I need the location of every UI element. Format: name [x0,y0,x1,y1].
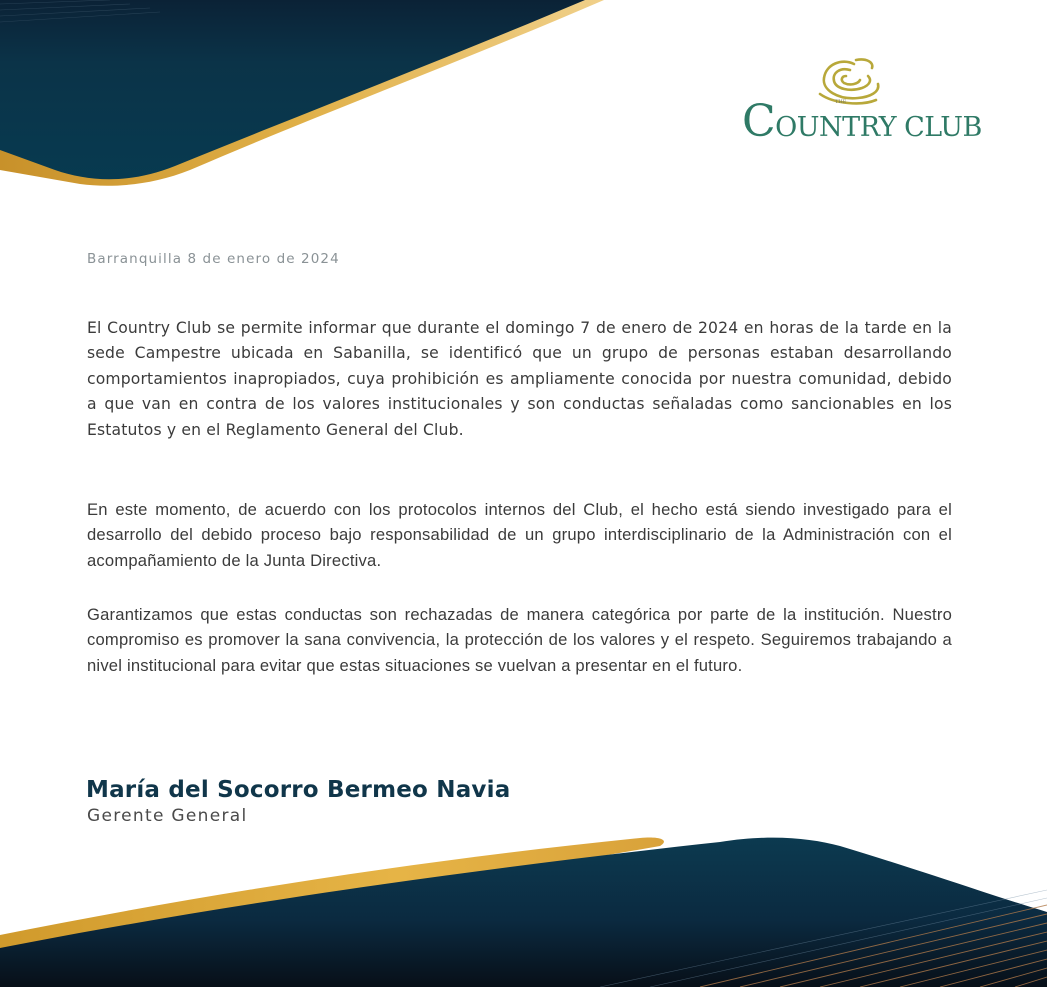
signatory-title: Gerente General [87,806,248,826]
logo-the-text: THE [835,99,847,105]
paragraph-1: El Country Club se permite informar que durante el domingo 7 de enero de 2024 en horas de la tarde en la sede Campestre ubicada en Sabanilla, se identificó que un grupo de personas estaban desarrollando comportamientos inapropiados, cuya prohibición es ampliamente conocida por nuestra comunidad, debido a que van en contra de los valores institucionales y son conductas señaladas como sancionables en los Estatutos y en el Reglamento General del Club. [87,319,952,439]
place-date: Barranquilla 8 de enero de 2024 [87,251,340,267]
bottom-gold-stripe [0,837,664,960]
logo-name-rest: OUNTRY CLUB [775,112,982,143]
paragraph-3: Garantizamos que estas conductas son rechazadas de manera categórica por parte de la institución. Nuestro compromiso es promover la sana convivencia, la protección de los valores y el respeto. Seguiremos trabajando a nivel institucional para evitar que estas situaciones se vuelvan a presentar en el futuro. [87,605,952,675]
logo-first-letter: C [742,96,776,147]
bottom-navy-band [0,838,1047,987]
signatory-name: María del Socorro Bermeo Navia [86,777,511,803]
logo-wordmark [742,96,982,150]
country-club-logo [742,56,982,156]
top-navy-band [0,0,585,179]
paragraph-2: En este momento, de acuerdo con los protocolos internos del Club, el hecho está siendo investigado para el desarrollo del debido proceso bajo responsabilidad de un grupo interdisciplinario de la Administración con el acompañamiento de la Junta Directiva. [87,500,952,570]
top-gold-stripe [0,0,604,186]
